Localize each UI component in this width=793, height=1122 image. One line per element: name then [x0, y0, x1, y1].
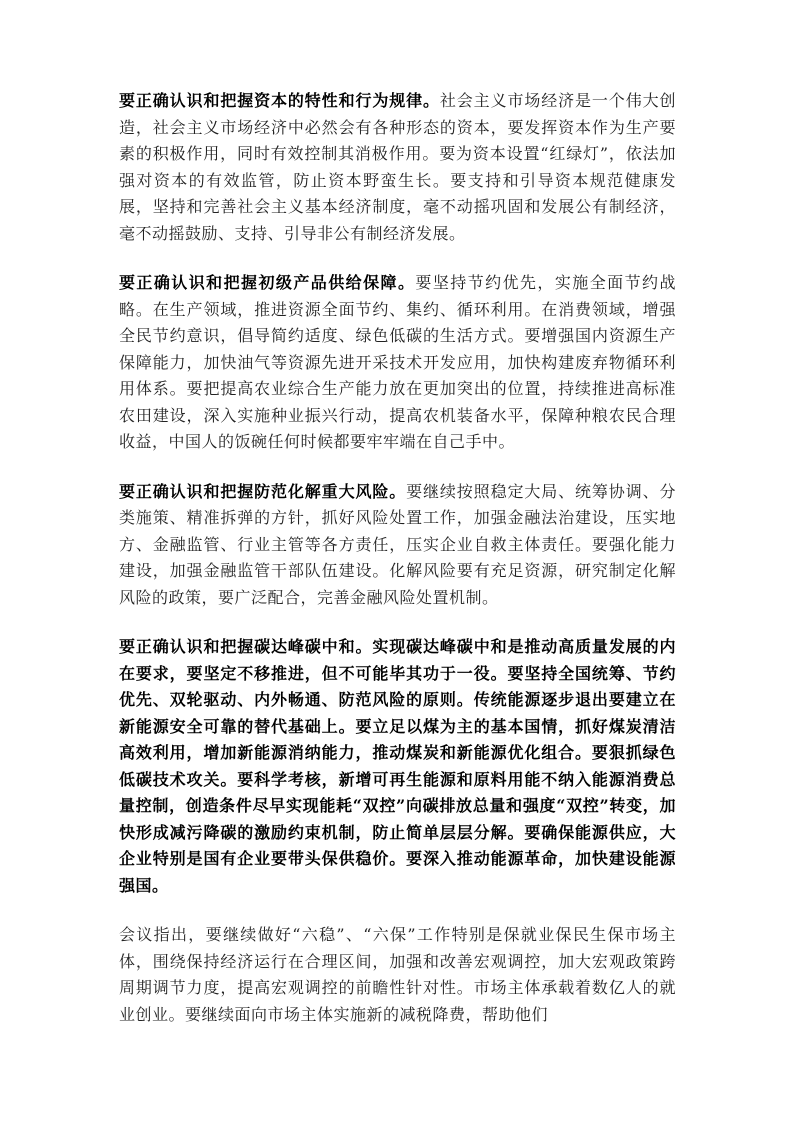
paragraph-body: 社会主义市场经济是一个伟大创造，社会主义市场经济中必然会有各种形态的资本，要发挥资本作为生产要素的积极作用，同时有效控制其消极作用。要为资本设置“红绿灯”，依法加强对资本的有效监管，防止资本野蛮生长。要支持和引导资本规范健康发展，坚持和完善社会主义基本经济制度，毫不动摇巩固和发展公有制经济，毫不动摇鼓励、支持、引导非公有制经济发展。 — [119, 91, 676, 243]
paragraph-body: 会议指出，要继续做好“六稳”、“六保”工作特别是保就业保民生保市场主体，围绕保持经济运行在合理区间，加强和改善宏观调控，加大宏观政策跨周期调节力度，提高宏观调控的前瞻性针对性。市场主体承载着数亿人的就业创业。要继续面向市场主体实施新的减税降费，帮助他们 — [119, 925, 676, 1024]
paragraph-heading: 要正确认识和把握碳达峰碳中和。 — [119, 637, 373, 656]
paragraph-heading: 要正确认识和把握初级产品供给保障。 — [119, 273, 416, 292]
paragraph-body: 要坚持节约优先，实施全面节约战略。在生产领域，推进资源全面节约、集约、循环利用。在消费领域，增强全民节约意识，倡导简约适度、绿色低碳的生活方式。要增强国内资源生产保障能力，加快油气等资源先进开采技术开发应用，加快构建废弃物循环利用体系。要把提高农业综合生产能力放在更加突出的位置，持续推进高标准农田建设，深入实施种业振兴行动，提高农机装备水平，保障种粮农民合理收益，中国人的饭碗任何时候都要牢牢端在自己手中。 — [119, 273, 676, 451]
paragraph-major-risks — [119, 479, 676, 612]
document-page — [119, 88, 676, 1028]
paragraph-body: 实现碳达峰碳中和是推动高质量发展的内在要求，要坚定不移推进，但不可能毕其功于一役。要坚持全国统筹、节约优先、双轮驱动、内外畅通、防范风险的原则。传统能源逐步退出要建立在新能源安全可靠的替代基础上。要立足以煤为主的基本国情，抓好煤炭清洁高效利用，增加新能源消纳能力，推动煤炭和新能源优化组合。要狠抓绿色低碳技术攻关。要科学考核，新增可再生能源和原料用能不纳入能源消费总量控制，创造条件尽早实现能耗“双控”向碳排放总量和强度“双控”转变，加快形成减污降碳的激励约束机制，防止简单层层分解。要确保能源供应，大企业特别是国有企业要带头保供稳价。要深入推动能源革命，加快建设能源强国。 — [119, 637, 676, 895]
paragraph-body: 要继续按照稳定大局、统筹协调、分类施策、精准拆弹的方针，抓好风险处置工作，加强金融法治建设，压实地方、金融监管、行业主管等各方责任，压实企业自救主体责任。要强化能力建设，加强金融监管干部队伍建设。化解风险要有充足资源，研究制定化解风险的政策，要广泛配合，完善金融风险处置机制。 — [119, 481, 676, 607]
paragraph-capital — [119, 88, 676, 247]
paragraph-heading: 要正确认识和把握防范化解重大风险。 — [119, 481, 407, 501]
paragraph-carbon-peak — [119, 634, 676, 899]
paragraph-primary-products — [119, 270, 676, 456]
paragraph-heading: 要正确认识和把握资本的特性和行为规律。 — [119, 91, 440, 110]
paragraph-meeting-notes — [119, 922, 676, 1028]
